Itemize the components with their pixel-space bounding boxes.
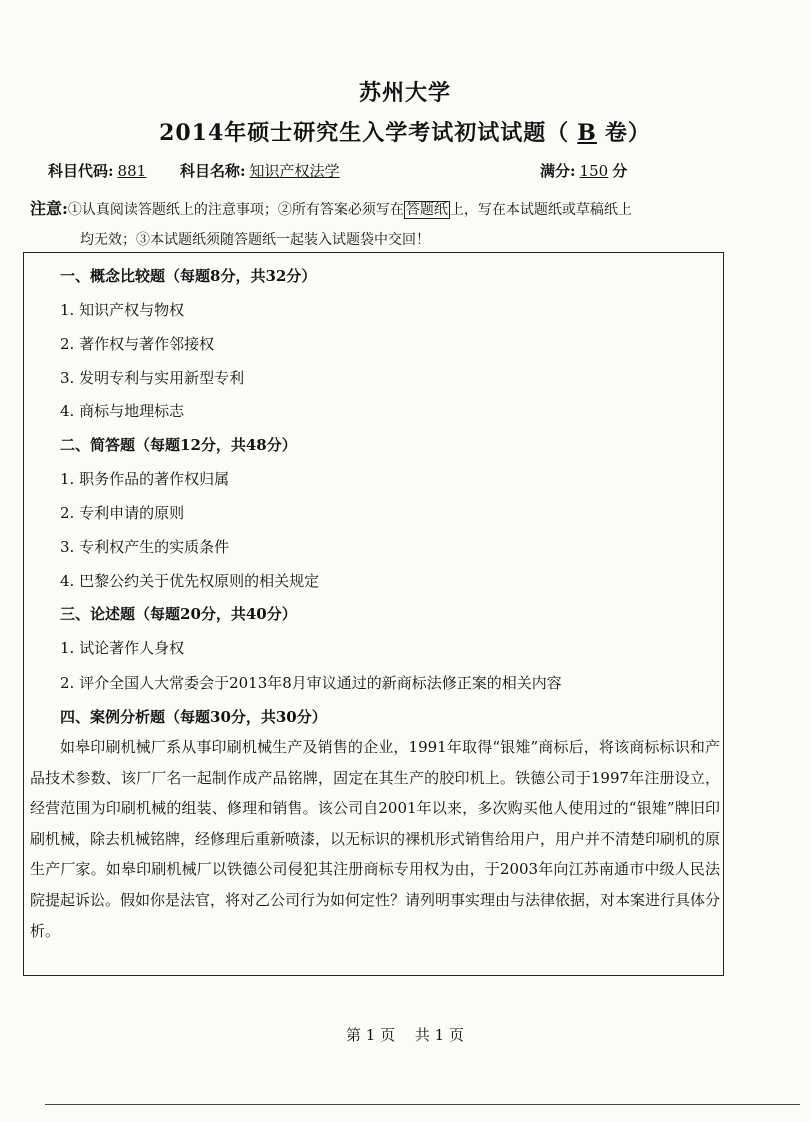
full-score-value: 150 <box>579 162 609 180</box>
subject-name-value: 知识产权法学 <box>249 162 340 180</box>
subject-name <box>180 160 344 181</box>
question-item: 1. 职务作品的著作权归属 <box>60 470 230 488</box>
section-heading-3: 三、论述题（每题20分，共40分） <box>60 605 297 623</box>
full-score <box>540 160 627 181</box>
exam-title-prefix: 2014年硕士研究生入学考试初试试题（ <box>159 120 570 146</box>
question-item: 2. 评介全国人大常委会于2013年8月审议通过的新商标法修正案的相关内容 <box>60 674 562 692</box>
notice-text-b: 上，写在本试题纸或草稿纸上 <box>449 202 632 218</box>
answer-sheet-boxed: 答题纸 <box>405 202 448 218</box>
section-heading-2: 二、简答题（每题12分，共48分） <box>60 436 297 454</box>
subject-name-label: 科目名称: <box>180 162 246 180</box>
subject-code-value: 881 <box>117 162 147 180</box>
question-item: 4. 商标与地理标志 <box>60 402 185 420</box>
question-item: 2. 著作权与著作邻接权 <box>60 335 215 353</box>
page-number: 第 1 页 共 1 页 <box>346 1026 464 1044</box>
subject-code-label: 科目代码: <box>48 162 114 180</box>
section-heading-1: 一、概念比较题（每题8分，共32分） <box>60 267 317 285</box>
section-heading-4: 四、案例分析题（每题30分，共30分） <box>60 708 327 726</box>
notice-lead: 注意: <box>30 199 68 218</box>
question-item: 1. 知识产权与物权 <box>60 301 185 319</box>
case-paragraph: 如皋印刷机械厂系从事印刷机械生产及销售的企业，1991年取得“银雉”商标后，将该商标标识和产品技术参数、该厂厂名一起制作成产品铭牌，固定在其生产的胶印机上。铁德公司于1997年注册设立，经营范围为印刷机械的组装、修理和销售。该公司自2001年以来，多次购买他人使用过的“银雉”牌旧印刷机械，除去机械铭牌，经修理后重新喷漆，以无标识的裸机形式销售给用户，用户并不清楚印刷机的原生产厂家。如皋印刷机械厂以铁德公司侵犯其注册商标专用权为由，于2003年向江苏南通市中级人民法院提起诉讼。假如你是法官，将对乙公司行为如何定性？请列明事实理由与法律依据，对本案进行具体分析。 <box>30 738 721 940</box>
university-name: 苏州大学 <box>358 80 451 106</box>
exam-title <box>0 116 810 147</box>
question-item: 3. 专利权产生的实质条件 <box>60 538 230 556</box>
notice-line-1 <box>30 196 632 219</box>
paper-version: B <box>577 120 597 146</box>
notice-text-a: ①认真阅读答题纸上的注意事项；②所有答案必须写在 <box>67 202 404 218</box>
subject-code <box>48 160 150 181</box>
notice-line-2: 均无效；③本试题纸须随答题纸一起装入试题袋中交回！ <box>80 232 430 248</box>
question-item: 1. 试论著作人身权 <box>60 639 185 657</box>
bottom-rule <box>45 1104 800 1105</box>
question-item: 4. 巴黎公约关于优先权原则的相关规定 <box>60 572 320 590</box>
exam-title-suffix: 卷） <box>604 120 651 146</box>
question-item: 3. 发明专利与实用新型专利 <box>60 369 245 387</box>
question-item: 2. 专利申请的原则 <box>60 504 185 522</box>
score-unit: 分 <box>612 162 628 180</box>
full-score-label: 满分: <box>540 162 576 180</box>
